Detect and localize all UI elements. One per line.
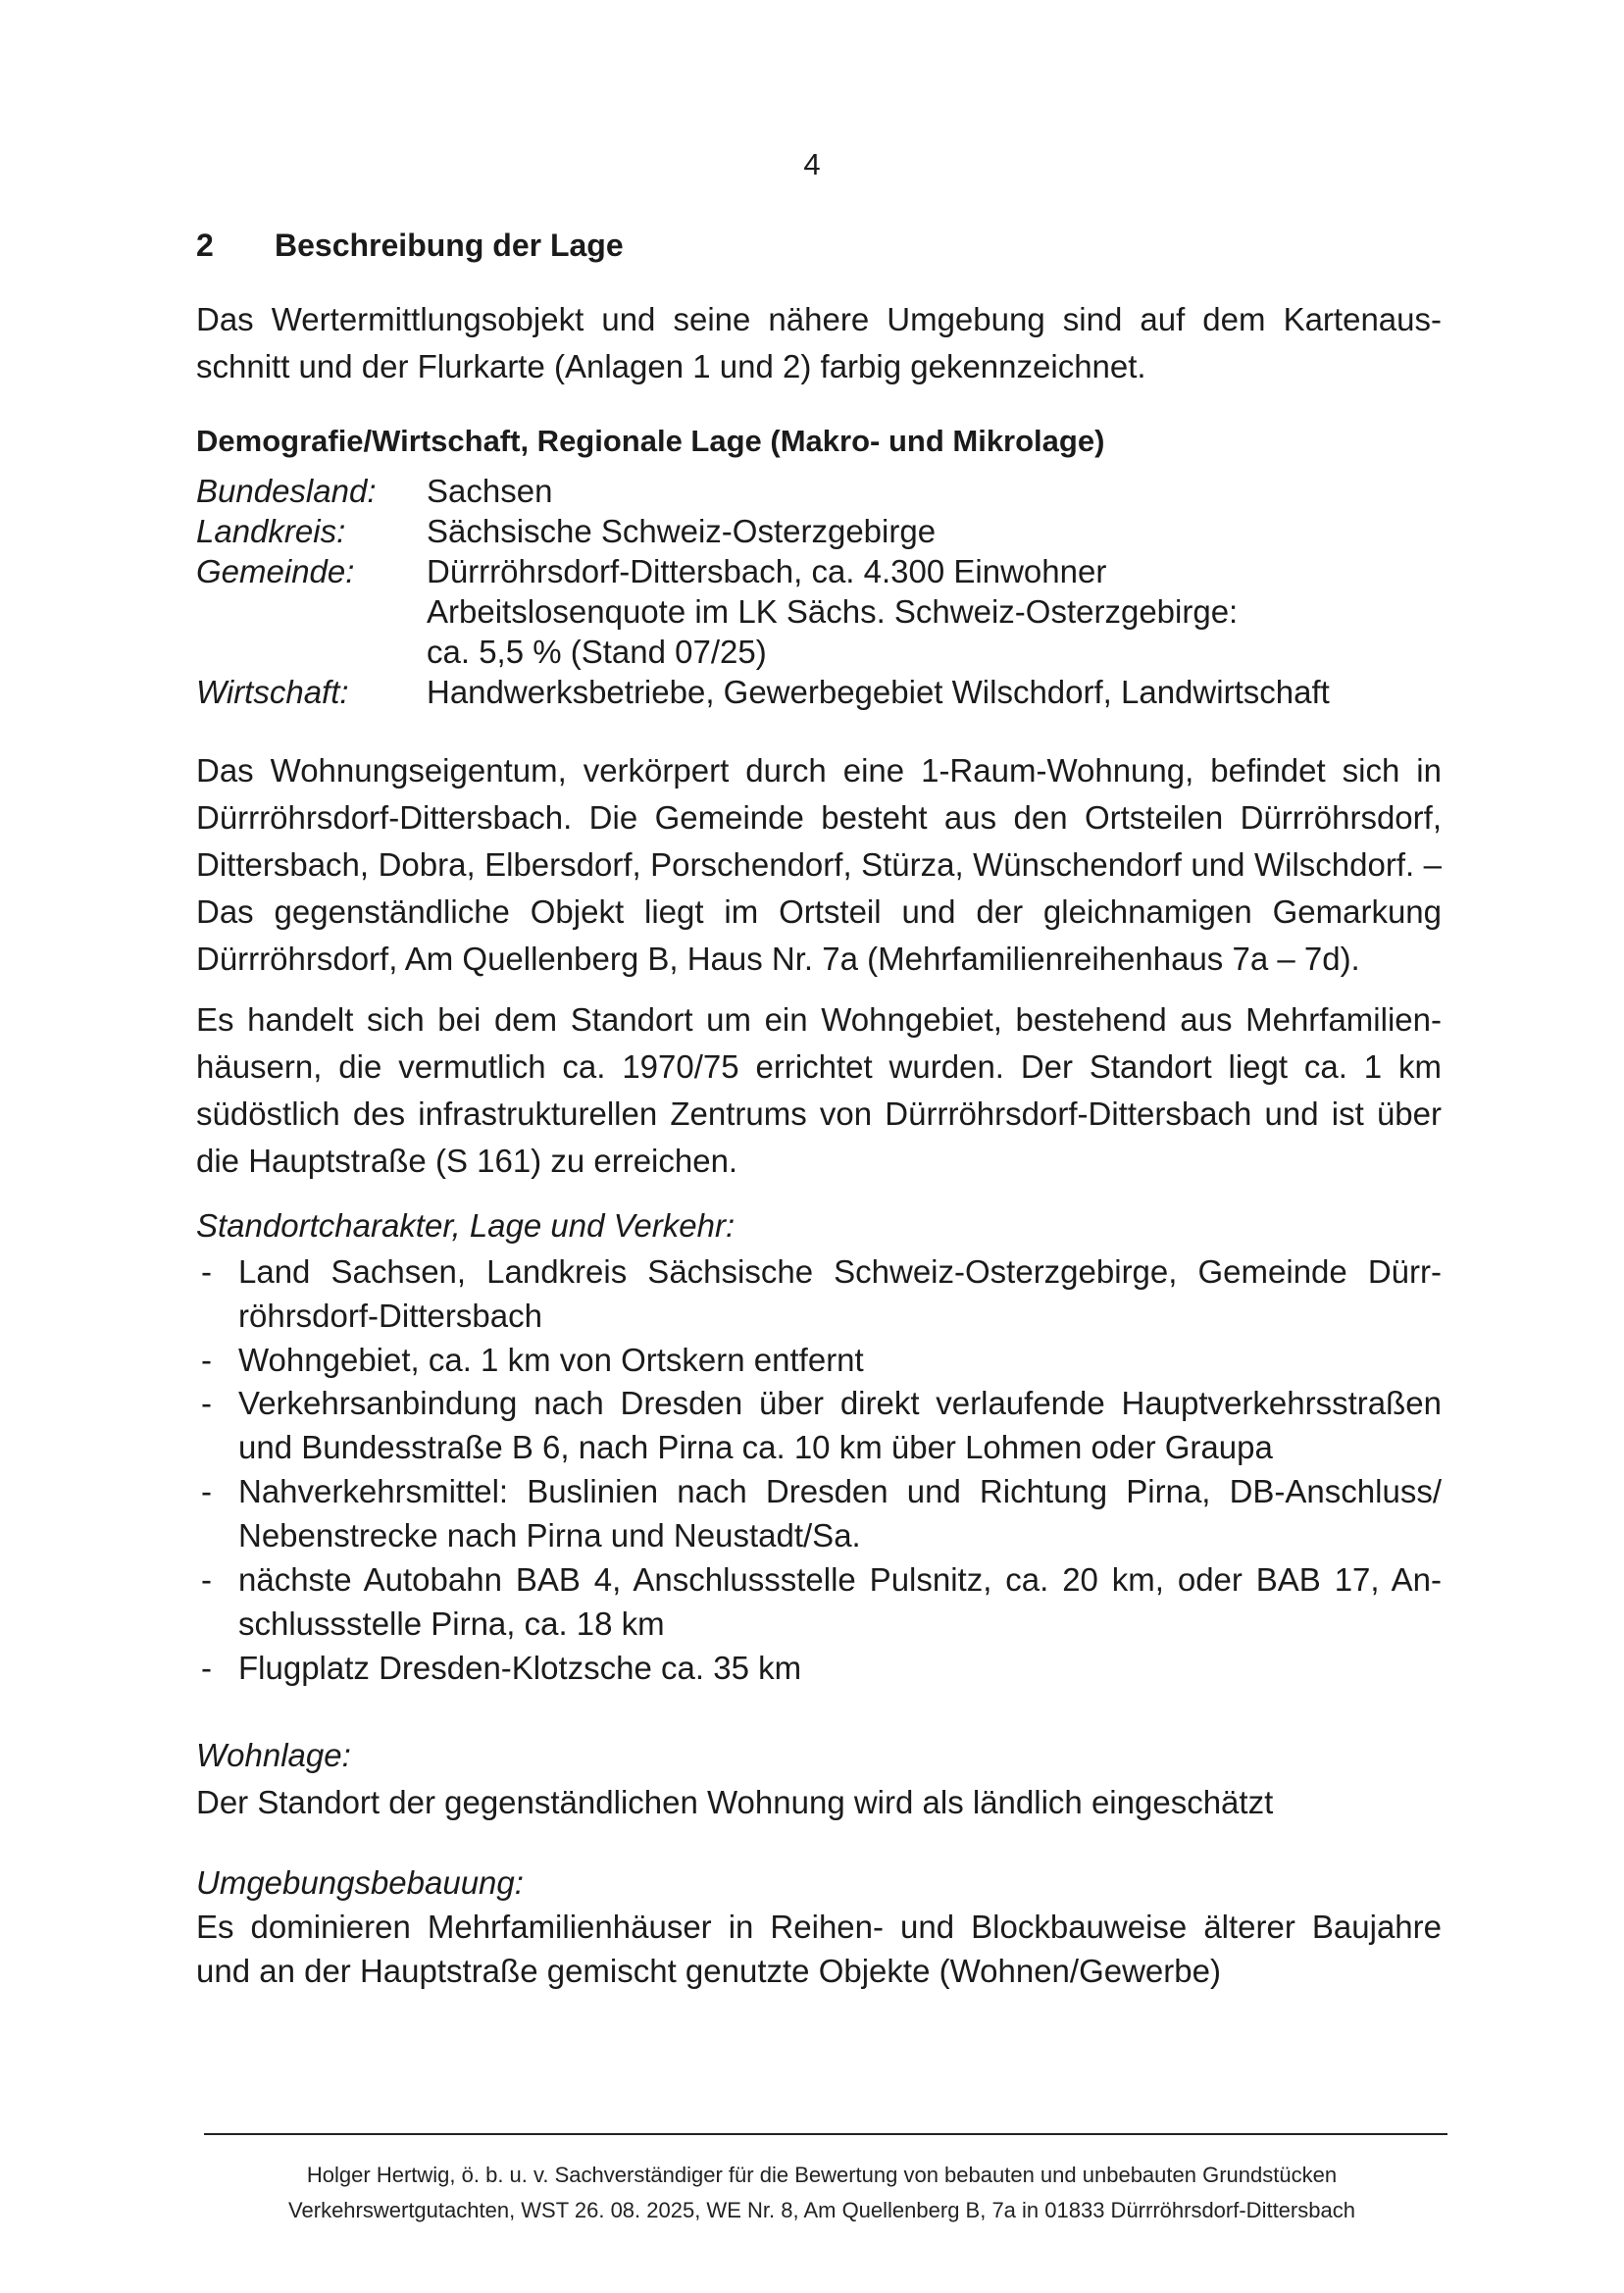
- bullet-line: Flugplatz Dresden-Klotzsche ca. 35 km: [238, 1650, 802, 1686]
- bullet-line: Verkehrsanbindung nach Dresden über direkt verlaufende Hauptverkehrsstraßen: [238, 1385, 1442, 1421]
- wohnlage-text: Der Standort der gegenständlichen Wohnung wird als ländlich eingeschätzt: [196, 1784, 1274, 1820]
- fact-row: [196, 672, 1442, 712]
- fact-row: [196, 511, 1442, 551]
- bullet-line: Nebenstrecke nach Pirna und Neustadt/Sa.: [238, 1517, 861, 1554]
- umgebung-line: und an der Hauptstraße gemischt genutzte Objekte (Wohnen/Gewerbe): [196, 1953, 1221, 1989]
- footer-line: Holger Hertwig, ö. b. u. v. Sachverständiger für die Bewertung von bebauten und unbebauten Grundstücken: [306, 2163, 1338, 2187]
- bullet-line: nächste Autobahn BAB 4, Anschlussstelle Pulsnitz, ca. 20 km, oder BAB 17, An-: [238, 1561, 1442, 1598]
- standort-heading: Standortcharakter, Lage und Verkehr:: [196, 1207, 736, 1244]
- fact-value: Handwerksbetriebe, Gewerbegebiet Wilschdorf, Landwirtschaft: [427, 674, 1330, 710]
- demografie-subheading: Demografie/Wirtschaft, Regionale Lage (Makro- und Mikrolage): [196, 424, 1105, 458]
- paragraph-line: Das Wohnungseigentum, verkörpert durch eine 1-Raum-Wohnung, befindet sich in: [196, 752, 1442, 789]
- paragraph-standort: [196, 996, 1442, 1185]
- fact-value: Arbeitslosenquote im LK Sächs. Schweiz-Osterzgebirge:: [427, 593, 1239, 630]
- wohnlage-heading: Wohnlage:: [196, 1737, 351, 1773]
- bullet-dash: -: [201, 1561, 212, 1598]
- footer-rule: [204, 2133, 1447, 2135]
- bullet-line: Wohngebiet, ca. 1 km von Ortskern entfernt: [238, 1342, 864, 1378]
- fact-row: [196, 632, 1442, 672]
- paragraph-line: Dittersbach, Dobra, Elbersdorf, Porschendorf, Stürza, Wünschendorf und Wilschdorf. –: [196, 846, 1442, 883]
- intro-paragraph: [196, 296, 1442, 390]
- intro-line: Das Wertermittlungsobjekt und seine nähere Umgebung sind auf dem Kartenaus-: [196, 301, 1442, 337]
- fact-row: [196, 551, 1442, 591]
- paragraph-wohnungseigentum: [196, 747, 1442, 983]
- fact-value: Dürrröhrsdorf-Dittersbach, ca. 4.300 Einwohner: [427, 553, 1107, 589]
- paragraph-line: die Hauptstraße (S 161) zu erreichen.: [196, 1143, 738, 1179]
- footer-line: Verkehrswertgutachten, WST 26. 08. 2025, WE Nr. 8, Am Quellenberg B, 7a in 01833 Dürrröhrsdorf-Dittersbach: [288, 2198, 1355, 2222]
- fact-label: Landkreis:: [196, 513, 346, 549]
- page-number: 4: [803, 147, 821, 181]
- bullet-dash: -: [201, 1650, 212, 1686]
- bullet-dash: -: [201, 1473, 212, 1509]
- facts-table: [196, 471, 1442, 712]
- bullet-line: Nahverkehrsmittel: Buslinien nach Dresden und Richtung Pirna, DB-Anschluss/: [238, 1473, 1442, 1509]
- bullet-dash: -: [201, 1253, 212, 1290]
- section-number: 2: [196, 228, 214, 263]
- fact-row: [196, 591, 1442, 632]
- section-heading: [196, 222, 1442, 269]
- fact-label: Bundesland:: [196, 473, 377, 509]
- umgebung-heading: Umgebungsbebauung:: [196, 1864, 524, 1901]
- bullet-line: schlussstelle Pirna, ca. 18 km: [238, 1605, 665, 1642]
- section-title: Beschreibung der Lage: [275, 228, 624, 263]
- fact-label: [196, 591, 427, 632]
- bullet-line: Land Sachsen, Landkreis Sächsische Schweiz-Osterzgebirge, Gemeinde Dürr-: [238, 1253, 1442, 1290]
- fact-value: ca. 5,5 % (Stand 07/25): [427, 634, 767, 670]
- fact-value: Sächsische Schweiz-Osterzgebirge: [427, 513, 937, 549]
- bullet-dash: -: [201, 1342, 212, 1378]
- fact-value: Sachsen: [427, 473, 553, 509]
- paragraph-line: häusern, die vermutlich ca. 1970/75 errichtet wurden. Der Standort liegt ca. 1 km: [196, 1048, 1442, 1085]
- intro-line: schnitt und der Flurkarte (Anlagen 1 und 2) farbig gekennzeichnet.: [196, 348, 1146, 384]
- paragraph-line: Es handelt sich bei dem Standort um ein Wohngebiet, bestehend aus Mehrfamilien-: [196, 1001, 1442, 1038]
- paragraph-line: Das gegenständliche Objekt liegt im Ortsteil und der gleichnamigen Gemarkung: [196, 893, 1442, 930]
- paragraph-line: Dürrröhrsdorf, Am Quellenberg B, Haus Nr. 7a (Mehrfamilienreihenhaus 7a – 7d).: [196, 941, 1360, 977]
- fact-label: [196, 632, 427, 672]
- umgebung-line: Es dominieren Mehrfamilienhäuser in Reihen- und Blockbauweise älterer Baujahre: [196, 1909, 1442, 1945]
- bullet-dash: -: [201, 1385, 212, 1421]
- fact-label: Gemeinde:: [196, 553, 355, 589]
- fact-label: Wirtschaft:: [196, 674, 349, 710]
- bullet-line: und Bundesstraße B 6, nach Pirna ca. 10 km über Lohmen oder Graupa: [238, 1429, 1273, 1465]
- umgebung-text: [196, 1905, 1442, 1993]
- fact-row: [196, 471, 1442, 511]
- paragraph-line: südöstlich des infrastrukturellen Zentrums von Dürrröhrsdorf-Dittersbach und ist über: [196, 1096, 1442, 1132]
- footer: [196, 2158, 1447, 2228]
- paragraph-line: Dürrröhrsdorf-Dittersbach. Die Gemeinde besteht aus den Ortsteilen Dürrröhrsdorf,: [196, 799, 1442, 836]
- bullet-line: röhrsdorf-Dittersbach: [238, 1298, 542, 1334]
